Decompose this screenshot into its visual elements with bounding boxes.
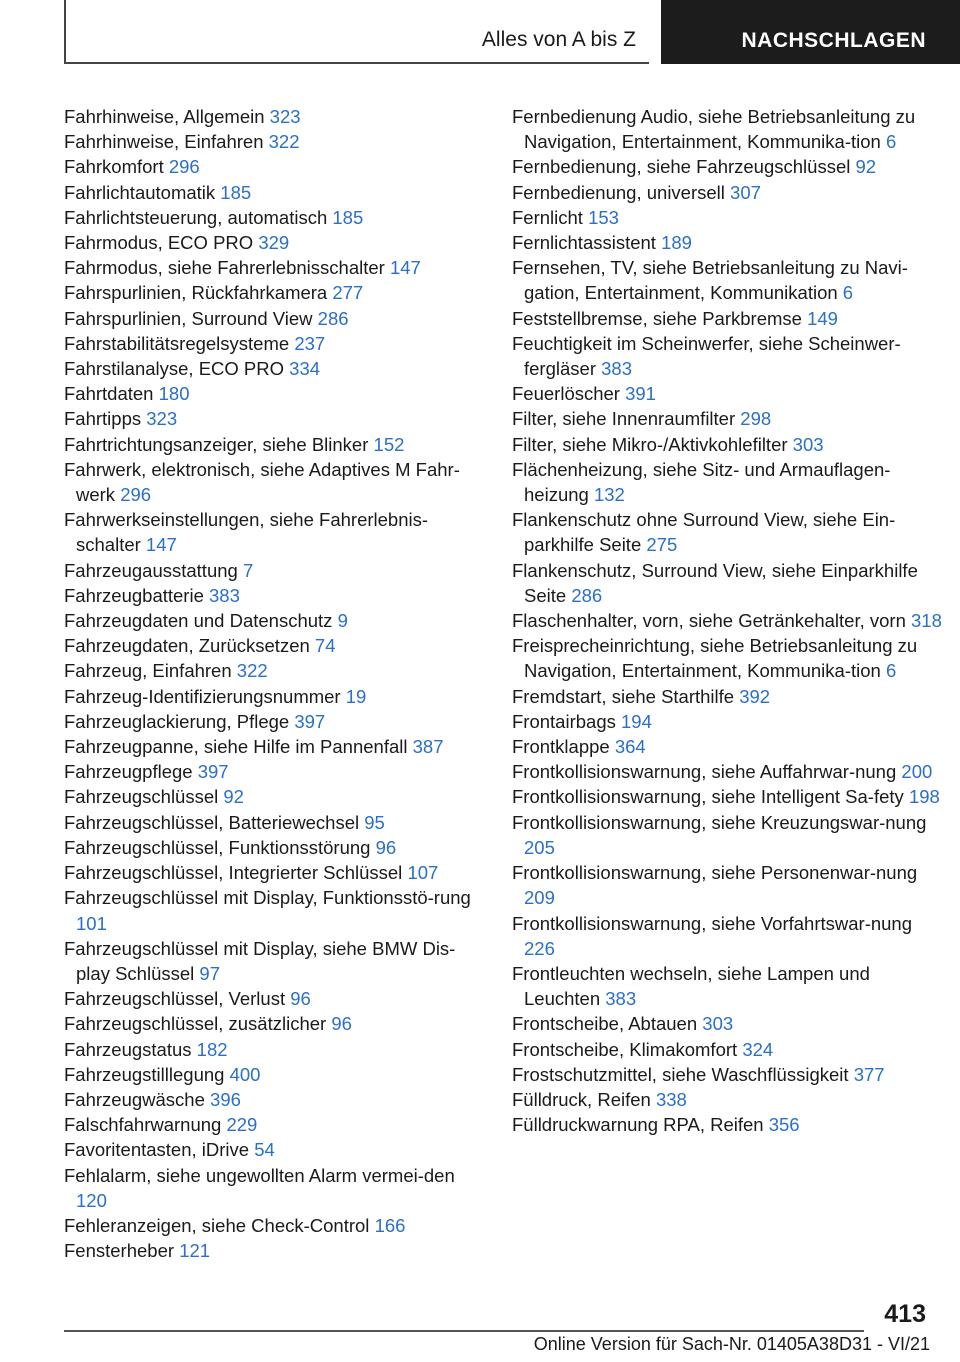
index-entry bbox=[512, 608, 942, 633]
page-reference-link[interactable]: 120 bbox=[76, 1189, 107, 1211]
index-entry bbox=[512, 331, 942, 381]
index-entry-text: Fehleranzeigen, siehe Check-Control bbox=[64, 1214, 370, 1236]
index-entry-text: Fahrwerk, elektronisch, siehe Adaptives M Fahr‐werk bbox=[64, 458, 460, 506]
index-entry-text: Fahrzeugschlüssel, Batteriewechsel bbox=[64, 811, 360, 833]
index-entry bbox=[512, 1087, 942, 1112]
index-entry-text: Fahrzeugschlüssel, Verlust bbox=[64, 988, 286, 1010]
page-reference-link[interactable]: 296 bbox=[168, 156, 200, 178]
index-entry bbox=[64, 734, 484, 759]
page-reference-link[interactable]: 275 bbox=[646, 534, 678, 556]
index-entry-text: Fahrmodus, ECO PRO bbox=[64, 232, 254, 254]
online-version-note: Online Version für Sach-Nr. 01405A38D31 - VI/21 bbox=[533, 1334, 930, 1354]
index-entry bbox=[512, 784, 942, 809]
index-entry-text: Fahrlichtautomatik bbox=[64, 181, 216, 203]
page-reference-link[interactable]: 92 bbox=[855, 156, 877, 178]
page-reference-link[interactable]: 107 bbox=[407, 862, 439, 884]
page-reference-link[interactable]: 383 bbox=[605, 988, 637, 1010]
index-entry-text: Frontkollisionswarnung, siehe Auffahrwar‐nung bbox=[512, 761, 897, 783]
page-reference-link[interactable]: 392 bbox=[739, 685, 771, 707]
index-entry-text: Filter, siehe Mikro-/Aktivkohlefilter bbox=[512, 433, 788, 455]
page-reference-link[interactable]: 147 bbox=[389, 257, 421, 279]
index-entry bbox=[512, 507, 942, 557]
index-entry bbox=[64, 457, 484, 507]
index-entry-text: Fernlichtassistent bbox=[512, 232, 656, 254]
index-entry-text: Fahrzeugstatus bbox=[64, 1038, 192, 1060]
index-entry bbox=[64, 759, 484, 784]
index-entry-text: Fahrzeugschlüssel bbox=[64, 786, 219, 808]
page-reference-link[interactable]: 383 bbox=[601, 358, 632, 380]
page-reference-link[interactable]: 324 bbox=[742, 1038, 774, 1060]
index-entry bbox=[64, 104, 484, 129]
index-entry bbox=[512, 230, 942, 255]
index-entry bbox=[64, 1163, 484, 1213]
page-reference-link[interactable]: 6 bbox=[885, 131, 897, 153]
index-entry bbox=[64, 507, 484, 557]
index-entry-text: Frontkollisionswarnung, siehe Kreuzungswar‐nung bbox=[512, 811, 927, 833]
page-reference-link[interactable]: 147 bbox=[145, 534, 177, 556]
index-entry bbox=[512, 684, 942, 709]
index-entry-text: Fahrzeugbatterie bbox=[64, 584, 204, 606]
index-entry-text: Frontkollisionswarnung, siehe Personenwar‐nung bbox=[512, 862, 918, 884]
page-reference-link[interactable]: 96 bbox=[290, 988, 311, 1010]
index-entry bbox=[64, 280, 484, 305]
index-entry bbox=[64, 331, 484, 356]
index-entry bbox=[512, 860, 942, 910]
index-entry bbox=[512, 633, 942, 683]
index-entry-text: Fernlicht bbox=[512, 206, 583, 228]
index-entry-text: Feststellbremse, siehe Parkbremse bbox=[512, 307, 802, 329]
page-reference-link[interactable]: 185 bbox=[332, 206, 364, 228]
index-entry-text: Favoritentasten, iDrive bbox=[64, 1139, 250, 1161]
index-entry bbox=[64, 356, 484, 381]
index-entry-text: Fahrzeugschlüssel, zusätzlicher bbox=[64, 1013, 327, 1035]
page-reference-link[interactable]: 153 bbox=[588, 206, 619, 228]
page-reference-link[interactable]: 96 bbox=[375, 836, 397, 858]
index-entry-text: Fernbedienung, siehe Fahrzeugschlüssel bbox=[512, 156, 851, 178]
index-entry bbox=[64, 432, 484, 457]
index-entry-text: Fahrmodus, siehe Fahrerlebnisschalter bbox=[64, 257, 385, 279]
page-reference-link[interactable]: 149 bbox=[807, 307, 838, 329]
page-reference-link[interactable]: 356 bbox=[768, 1114, 800, 1136]
index-entry bbox=[64, 154, 484, 179]
index-entry bbox=[64, 885, 484, 935]
page-reference-link[interactable]: 74 bbox=[314, 635, 336, 657]
index-entry bbox=[64, 558, 484, 583]
chapter-badge-label: NACHSCHLAGEN bbox=[741, 29, 926, 52]
index-entry-text: Fahrzeuglackierung, Pflege bbox=[64, 710, 290, 732]
index-entry bbox=[64, 1238, 484, 1263]
index-entry bbox=[64, 1062, 484, 1087]
page-reference-link[interactable]: 387 bbox=[412, 736, 444, 758]
page-reference-link[interactable]: 7 bbox=[242, 559, 254, 581]
index-entry bbox=[64, 936, 484, 986]
index-entry-text: Fahrzeugpanne, siehe Hilfe im Pannenfall bbox=[64, 736, 408, 758]
index-entry-text: Freisprecheinrichtung, siehe Betriebsanleitung zu Navigation, Entertainment, Kommunika‐tion bbox=[512, 635, 918, 682]
page-reference-link[interactable]: 19 bbox=[345, 685, 367, 707]
page-reference-link[interactable]: 9 bbox=[337, 610, 348, 632]
index-entry bbox=[64, 1213, 484, 1238]
index-entry bbox=[64, 860, 484, 885]
index-entry-text: Fahrzeugschlüssel mit Display, siehe BMW Dis‐play Schlüssel bbox=[64, 937, 456, 984]
index-entry-text: Fahrhinweise, Einfahren bbox=[64, 131, 264, 153]
index-entry bbox=[64, 658, 484, 683]
index-entry-text: Fülldruckwarnung RPA, Reifen bbox=[512, 1114, 764, 1136]
page-reference-link[interactable]: 391 bbox=[625, 383, 656, 405]
index-entry-text: Frontkollisionswarnung, siehe Intelligent Sa‐fety bbox=[512, 786, 904, 808]
chapter-badge bbox=[661, 0, 960, 64]
page-reference-link[interactable]: 95 bbox=[364, 811, 385, 833]
page-reference-link[interactable]: 182 bbox=[196, 1038, 228, 1060]
index-entry-text: Fahrzeug-Identifizierungsnummer bbox=[64, 685, 341, 707]
index-entry bbox=[512, 205, 942, 230]
index-entry-text: Fahrlichtsteuerung, automatisch bbox=[64, 206, 328, 228]
index-entry-text: Fremdstart, siehe Starthilfe bbox=[512, 685, 735, 707]
index-entry-text: Fahrkomfort bbox=[64, 156, 164, 178]
page-reference-link[interactable]: 6 bbox=[885, 660, 897, 682]
index-entry bbox=[64, 1112, 484, 1137]
index-entry-text: Flankenschutz ohne Surround View, siehe Ein‐parkhilfe Seite bbox=[512, 509, 896, 556]
index-entry-text: Fahrzeugwäsche bbox=[64, 1088, 205, 1110]
page-reference-link[interactable]: 6 bbox=[842, 282, 854, 304]
index-entry bbox=[512, 306, 942, 331]
page-reference-link[interactable]: 97 bbox=[199, 962, 220, 984]
page-reference-link[interactable]: 198 bbox=[908, 786, 940, 808]
page-reference-link[interactable]: 121 bbox=[179, 1240, 211, 1262]
index-entry-text: Frontklappe bbox=[512, 736, 610, 758]
page-reference-link[interactable]: 286 bbox=[317, 307, 349, 329]
index-column-left bbox=[64, 104, 484, 1263]
index-entry bbox=[64, 406, 484, 431]
index-entry bbox=[64, 810, 484, 835]
page-reference-link[interactable]: 338 bbox=[655, 1088, 687, 1110]
index-entry bbox=[64, 205, 484, 230]
page-reference-link[interactable]: 323 bbox=[146, 408, 178, 430]
page-reference-link[interactable]: 166 bbox=[374, 1214, 406, 1236]
index-entry-text: Fahrzeugausstattung bbox=[64, 559, 238, 581]
page-reference-link[interactable]: 132 bbox=[593, 484, 625, 506]
index-entry bbox=[512, 432, 942, 457]
index-entry bbox=[512, 1011, 942, 1036]
index-entry bbox=[64, 381, 484, 406]
index-entry bbox=[64, 129, 484, 154]
index-entry-text: Fahrtdaten bbox=[64, 383, 154, 405]
index-entry-text: Fahrzeugschlüssel, Funktionsstörung bbox=[64, 836, 371, 858]
index-column-right bbox=[512, 104, 942, 1137]
index-entry-text: Fahrstilanalyse, ECO PRO bbox=[64, 358, 285, 380]
page-reference-link[interactable]: 329 bbox=[258, 232, 290, 254]
index-entry-text: Fülldruck, Reifen bbox=[512, 1088, 651, 1110]
page-reference-link[interactable]: 397 bbox=[294, 710, 326, 732]
page-reference-link[interactable]: 194 bbox=[621, 710, 652, 732]
index-entry bbox=[512, 709, 942, 734]
index-entry-text: Fehlalarm, siehe ungewollten Alarm vermei‐den bbox=[64, 1164, 455, 1186]
index-entry-text: Fahrspurlinien, Surround View bbox=[64, 307, 313, 329]
index-entry-text: Frontleuchten wechseln, siehe Lampen und Leuchten bbox=[512, 962, 870, 1010]
index-entry-text: Feuchtigkeit im Scheinwerfer, siehe Scheinwer‐fergläser bbox=[512, 332, 901, 380]
index-entry bbox=[512, 406, 942, 431]
page-reference-link[interactable]: 286 bbox=[571, 584, 603, 606]
index-entry bbox=[64, 1087, 484, 1112]
index-entry-text: Frontscheibe, Abtauen bbox=[512, 1013, 698, 1035]
page-reference-link[interactable]: 101 bbox=[76, 912, 107, 934]
index-entry-text: Filter, siehe Innenraumfilter bbox=[512, 408, 736, 430]
index-entry-text: Frontairbags bbox=[512, 710, 616, 732]
index-entry bbox=[512, 1112, 942, 1137]
index-entry-text: Fensterheber bbox=[64, 1240, 175, 1262]
index-entry bbox=[64, 1137, 484, 1162]
index-entry bbox=[512, 911, 942, 961]
page-reference-link[interactable]: 303 bbox=[792, 433, 824, 455]
page-reference-link[interactable]: 277 bbox=[332, 282, 364, 304]
page-reference-link[interactable]: 54 bbox=[254, 1139, 275, 1161]
page-reference-link[interactable]: 322 bbox=[236, 660, 268, 682]
index-entry bbox=[64, 180, 484, 205]
index-entry-text: Flaschenhalter, vorn, siehe Getränkehalter, vorn bbox=[512, 610, 906, 632]
page-reference-link[interactable]: 323 bbox=[269, 106, 301, 127]
index-entry-text: Fahrzeugstilllegung bbox=[64, 1063, 225, 1085]
index-entry bbox=[64, 255, 484, 280]
index-entry bbox=[512, 180, 942, 205]
footer-rule bbox=[64, 1330, 864, 1332]
index-entry bbox=[64, 784, 484, 809]
index-entry-text: Flankenschutz, Surround View, siehe Einparkhilfe Seite bbox=[512, 559, 918, 606]
index-entry bbox=[512, 255, 942, 305]
page-reference-link[interactable]: 209 bbox=[524, 887, 555, 909]
page-reference-link[interactable]: 226 bbox=[524, 937, 555, 959]
index-entry bbox=[512, 154, 942, 179]
index-entry bbox=[64, 633, 484, 658]
index-entry bbox=[64, 709, 484, 734]
index-entry-text: Fahrhinweise, Allgemein bbox=[64, 106, 265, 127]
page-reference-link[interactable]: 307 bbox=[730, 181, 761, 203]
page-reference-link[interactable]: 318 bbox=[911, 610, 942, 632]
page-reference-link[interactable]: 185 bbox=[220, 181, 252, 203]
index-entry-text: Fahrzeugschlüssel, Integrierter Schlüssel bbox=[64, 862, 403, 884]
index-entry-text: Fahrzeugpflege bbox=[64, 761, 193, 783]
index-entry-text: Fahrzeugdaten, Zurücksetzen bbox=[64, 635, 310, 657]
page-reference-link[interactable]: 400 bbox=[229, 1063, 261, 1085]
index-entry bbox=[64, 583, 484, 608]
index-entry bbox=[512, 1062, 942, 1087]
page-reference-link[interactable]: 200 bbox=[901, 761, 933, 783]
page-reference-link[interactable]: 383 bbox=[209, 584, 240, 606]
page-reference-link[interactable]: 205 bbox=[524, 836, 555, 858]
index-entry bbox=[64, 835, 484, 860]
index-entry bbox=[512, 1037, 942, 1062]
index-entry bbox=[64, 230, 484, 255]
page-reference-link[interactable]: 334 bbox=[289, 358, 321, 380]
index-entry-text: Fahrzeug, Einfahren bbox=[64, 660, 232, 682]
page-reference-link[interactable]: 298 bbox=[740, 408, 772, 430]
index-entry bbox=[64, 1037, 484, 1062]
page-reference-link[interactable]: 229 bbox=[226, 1114, 258, 1136]
index-entry-text: Fernbedienung Audio, siehe Betriebsanleitung zu Navigation, Entertainment, Kommunika‐tion bbox=[512, 106, 916, 153]
index-entry-text: Frontkollisionswarnung, siehe Vorfahrtswar‐nung bbox=[512, 912, 913, 934]
index-entry-text: Fahrwerkseinstellungen, siehe Fahrerlebnis‐schalter bbox=[64, 509, 429, 556]
index-entry-text: Fahrzeugdaten und Datenschutz bbox=[64, 610, 333, 632]
page-reference-link[interactable]: 96 bbox=[331, 1013, 352, 1035]
section-title: Alles von A bis Z bbox=[481, 28, 636, 51]
index-entry-text: Fahrstabilitätsregelsysteme bbox=[64, 332, 290, 354]
header-left-rule bbox=[64, 0, 66, 64]
header-rule bbox=[64, 62, 649, 64]
index-entry bbox=[512, 457, 942, 507]
index-entry-text: Fernsehen, TV, siehe Betriebsanleitung zu Navi‐gation, Entertainment, Kommunikation bbox=[512, 257, 908, 304]
page-reference-link[interactable]: 396 bbox=[210, 1088, 241, 1110]
index-entry-text: Fahrspurlinien, Rückfahrkamera bbox=[64, 282, 328, 304]
page-reference-link[interactable]: 237 bbox=[294, 332, 326, 354]
index-entry bbox=[512, 810, 942, 860]
page-reference-link[interactable]: 364 bbox=[614, 736, 646, 758]
index-entry-text: Feuerlöscher bbox=[512, 383, 620, 405]
page-reference-link[interactable]: 397 bbox=[197, 761, 229, 783]
index-entry bbox=[64, 306, 484, 331]
page-reference-link[interactable]: 152 bbox=[373, 433, 405, 455]
index-entry-text: Frontscheibe, Klimakomfort bbox=[512, 1038, 738, 1060]
index-entry bbox=[512, 961, 942, 1011]
index-entry bbox=[64, 1011, 484, 1036]
index-entry-text: Fahrtipps bbox=[64, 408, 142, 430]
index-entry bbox=[512, 759, 942, 784]
index-entry bbox=[64, 986, 484, 1011]
index-entry bbox=[512, 104, 942, 154]
page-reference-link[interactable]: 322 bbox=[268, 131, 300, 153]
page-reference-link[interactable]: 296 bbox=[120, 484, 152, 506]
index-entry-text: Frostschutzmittel, siehe Waschflüssigkeit bbox=[512, 1063, 849, 1085]
index-entry bbox=[64, 684, 484, 709]
index-entry bbox=[512, 381, 942, 406]
page-reference-link[interactable]: 377 bbox=[853, 1063, 885, 1085]
index-entry-text: Fernbedienung, universell bbox=[512, 181, 725, 203]
index-entry bbox=[512, 558, 942, 608]
page-reference-link[interactable]: 189 bbox=[661, 232, 692, 254]
page-reference-link[interactable]: 180 bbox=[158, 383, 190, 405]
index-entry bbox=[512, 734, 942, 759]
page-reference-link[interactable]: 92 bbox=[223, 786, 244, 808]
index-entry-text: Flächenheizung, siehe Sitz- und Armauflagen‐heizung bbox=[512, 458, 891, 506]
index-entry bbox=[64, 608, 484, 633]
index-entry-text: Falschfahrwarnung bbox=[64, 1114, 222, 1136]
index-entry-text: Fahrtrichtungsanzeiger, siehe Blinker bbox=[64, 433, 369, 455]
page-reference-link[interactable]: 303 bbox=[702, 1013, 734, 1035]
index-entry-text: Fahrzeugschlüssel mit Display, Funktionsstö‐rung bbox=[64, 887, 471, 909]
page-number: 413 bbox=[884, 1300, 926, 1328]
